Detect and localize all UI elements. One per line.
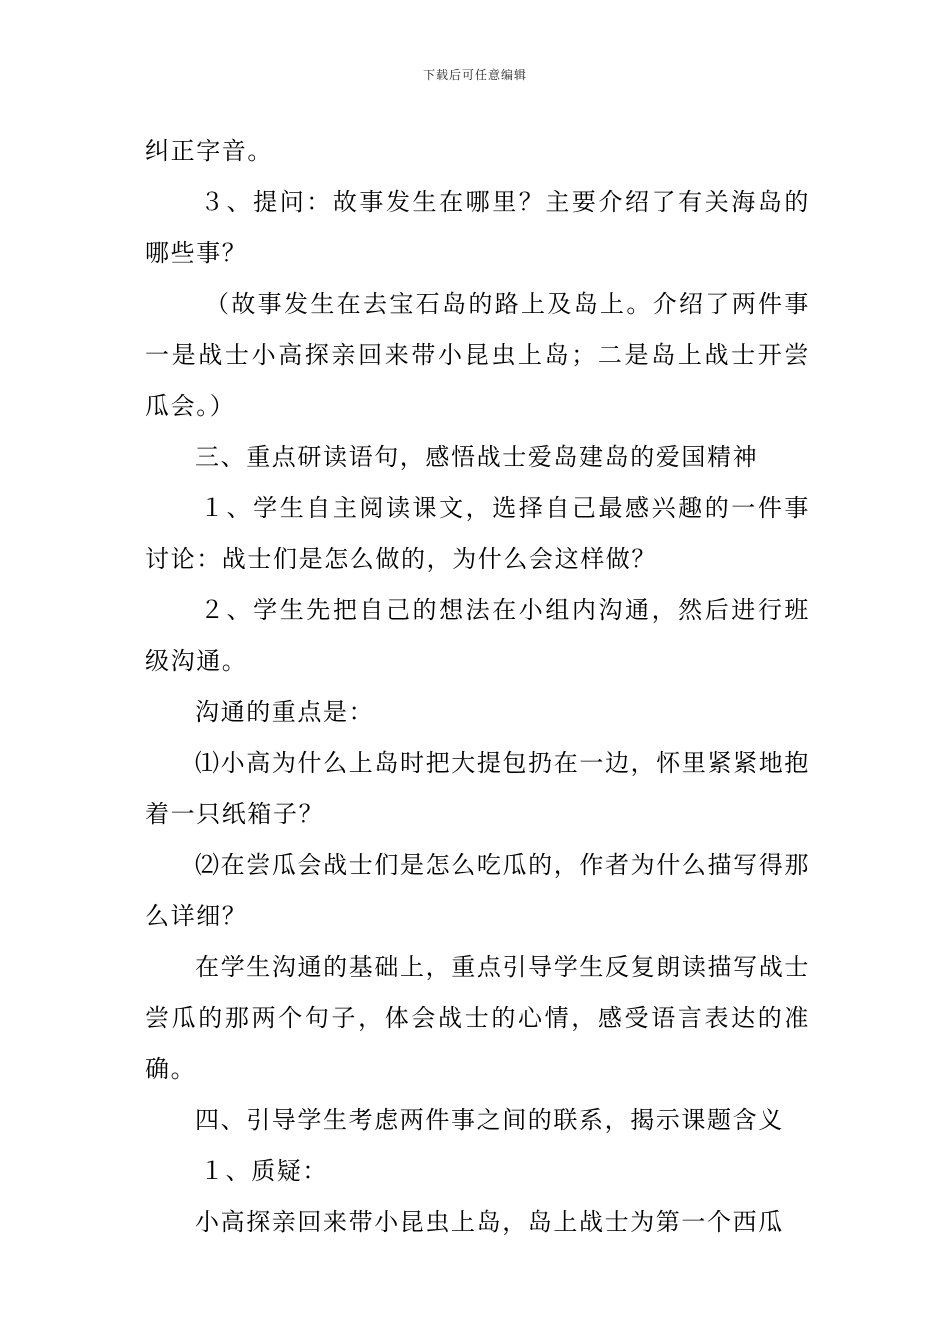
paragraph-13: 小高探亲回来带小昆虫上岛，岛上战士为第一个西瓜 [195,1208,784,1236]
document-body [145,126,810,1248]
paragraph-10: 在学生沟通的基础上，重点引导学生反复朗读描写战士尝瓜的那两个句子，体会战士的心情，感受语言表达的准确。 [145,953,810,1083]
paragraph-9: ⑵在尝瓜会战士们是怎么吃瓜的，作者为什么描写得那么详细？ [145,851,810,930]
section-heading-3: 三、重点研读语句，感悟战士爱岛建岛的爱国精神 [195,443,759,471]
paragraph-1: 纠正字音。 [145,137,273,165]
page-header-note: 下载后可任意编辑 [422,68,527,82]
paragraph-3: （故事发生在去宝石岛的路上及岛上。介绍了两件事一是战士小高探亲回来带小昆虫上岛；二是岛上战士开尝瓜会。） [145,290,810,420]
paragraph-7: 沟通的重点是： [195,698,375,726]
paragraph-8: ⑴小高为什么上岛时把大提包扔在一边，怀里紧紧地抱着一只纸箱子？ [145,749,810,828]
paragraph-6: ２、学生先把自己的想法在小组内沟通，然后进行班级沟通。 [145,596,810,675]
paragraph-5: １、学生自主阅读课文，选择自己最感兴趣的一件事讨论：战士们是怎么做的，为什么会这样做？ [145,494,810,573]
paragraph-12: １、质疑： [200,1157,328,1185]
section-heading-4: 四、引导学生考虑两件事之间的联系，揭示课题含义 [195,1106,784,1134]
paragraph-2: ３、提问：故事发生在哪里？主要介绍了有关海岛的哪些事？ [145,188,810,267]
